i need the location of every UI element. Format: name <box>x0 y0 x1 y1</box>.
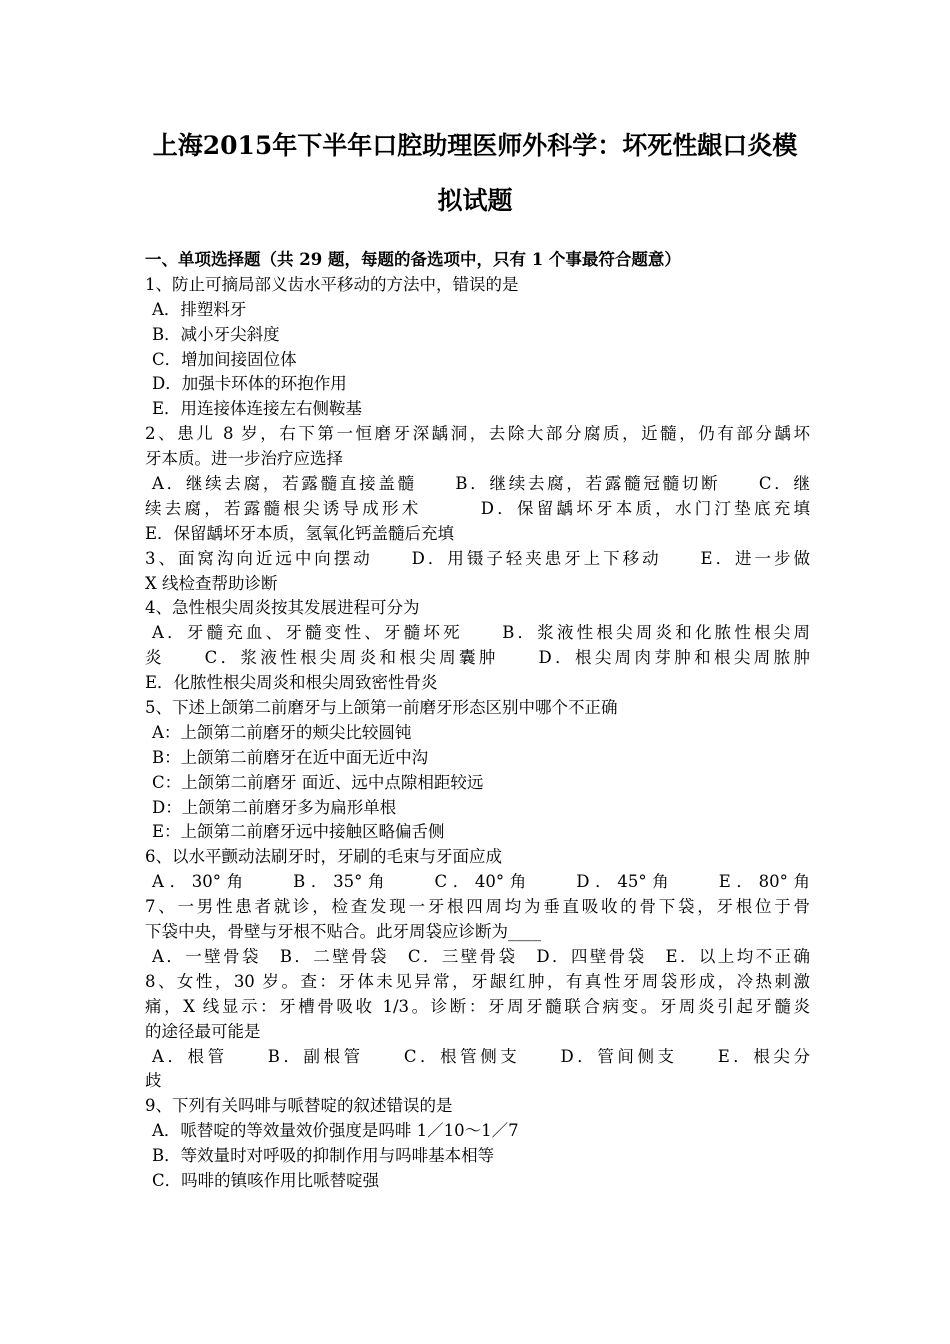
question-1-option-c: C．增加间接固位体 <box>152 349 297 369</box>
question-4-stem: 4、急性根尖周炎按其发展进程可分为 <box>145 598 420 618</box>
question-5-option-d: D：上颌第二前磨牙多为扁形单根 <box>152 797 397 817</box>
question-3-stem-cont: X 线检查帮助诊断 <box>145 573 278 593</box>
question-1-option-a: A．排塑料牙 <box>152 299 247 319</box>
question-8-options-cont: 歧 <box>145 1071 162 1091</box>
question-8-stem: 8、女性，30 岁。查：牙体未见异常，牙龈红肿，有真性牙周袋形成，冷热刺激 <box>145 971 810 991</box>
question-7-stem-cont: 下袋中央，骨壁与牙根不贴合。此牙周袋应诊断为____ <box>145 922 541 942</box>
question-9-stem: 9、下列有关吗啡与哌替啶的叙述错误的是 <box>145 1096 453 1116</box>
question-6-stem: 6、以水平颤动法刷牙时，牙刷的毛束与牙面应成 <box>145 847 502 867</box>
question-1-option-b: B．减小牙尖斜度 <box>152 324 280 344</box>
question-7-stem: 7、一男性患者就诊，检查发现一牙根四周均为垂直吸收的骨下袋，牙根位于骨 <box>145 897 810 917</box>
question-5-option-b: B：上颌第二前磨牙在近中面无近中沟 <box>152 747 429 767</box>
question-3-stem: 3、面窝沟向近远中向摆动 D．用镊子轻夹患牙上下移动 E．进一步做 <box>145 548 810 568</box>
question-5-option-c: C：上颌第二前磨牙 面近、远中点隙相距较远 <box>152 772 484 792</box>
question-1-option-d: D．加强卡环体的环抱作用 <box>152 374 347 394</box>
question-4-options-line-1: A．牙髓充血、牙髓变性、牙髓坏死 B．浆液性根尖周炎和化脓性根尖周 <box>152 623 810 643</box>
question-5-stem: 5、下述上颌第二前磨牙与上颌第一前磨牙形态区别中哪个不正确 <box>145 698 618 718</box>
question-2-options-line-2: 续去腐，若露髓根尖诱导成形术 D．保留龋坏牙本质，水门汀垫底充填 <box>145 498 810 518</box>
question-9-option-c: C．吗啡的镇咳作用比哌替啶强 <box>152 1170 380 1190</box>
question-2-stem-cont: 牙本质。进一步治疗应选择 <box>145 449 343 469</box>
question-2-options-line-3: E．保留龋坏牙本质，氢氧化钙盖髓后充填 <box>145 523 455 543</box>
question-4-options-line-3: E．化脓性根尖周炎和根尖周致密性骨炎 <box>145 673 438 693</box>
question-9-option-a: A．哌替啶的等效量效价强度是吗啡 1／10～1／7 <box>152 1121 519 1141</box>
question-4-options-line-2: 炎 C．浆液性根尖周炎和根尖周囊肿 D．根尖周肉芽肿和根尖周脓肿 <box>145 648 810 668</box>
question-7-options: A．一壁骨袋 B．二壁骨袋 C．三壁骨袋 D．四壁骨袋 E．以上均不正确 <box>152 946 810 966</box>
question-1-stem: 1、防止可摘局部义齿水平移动的方法中，错误的是 <box>145 274 519 294</box>
title-line-1: 上海2015年下半年口腔助理医师外科学：坏死性龈口炎模 <box>152 131 798 160</box>
question-8-options: A．根管 B．副根管 C．根管侧支 D．管间侧支 E．根尖分 <box>152 1046 810 1066</box>
question-1-option-e: E．用连接体连接左右侧鞍基 <box>152 399 363 419</box>
question-5-option-e: E：上颌第二前磨牙远中接触区略偏舌侧 <box>152 822 445 842</box>
question-8-stem-cont-2: 的途径最可能是 <box>145 1021 261 1041</box>
document-body <box>145 248 810 1194</box>
question-2-stem: 2、患儿 8 岁，右下第一恒磨牙深龋洞，去除大部分腐质，近髓，仍有部分龋坏 <box>145 424 810 444</box>
section-heading: 一、单项选择题（共 29 题，每题的备选项中，只有 1 个事最符合题意） <box>145 250 681 269</box>
title-line-2: 拟试题 <box>437 186 513 215</box>
question-9-option-b: B．等效量时对呼吸的抑制作用与吗啡基本相等 <box>152 1146 495 1166</box>
question-5-option-a: A：上颌第二前磨牙的颊尖比较圆钝 <box>152 722 412 742</box>
question-6-options: A．30°角 B．35°角 C．40°角 D．45°角 E．80°角 <box>152 872 810 892</box>
document-title <box>140 118 810 228</box>
question-2-options-line-1: A．继续去腐，若露髓直接盖髓 B．继续去腐，若露髓冠髓切断 C．继 <box>152 474 810 494</box>
question-8-stem-cont-1: 痛，X 线显示：牙槽骨吸收 1/3。诊断：牙周牙髓联合病变。牙周炎引起牙髓炎 <box>145 996 810 1016</box>
